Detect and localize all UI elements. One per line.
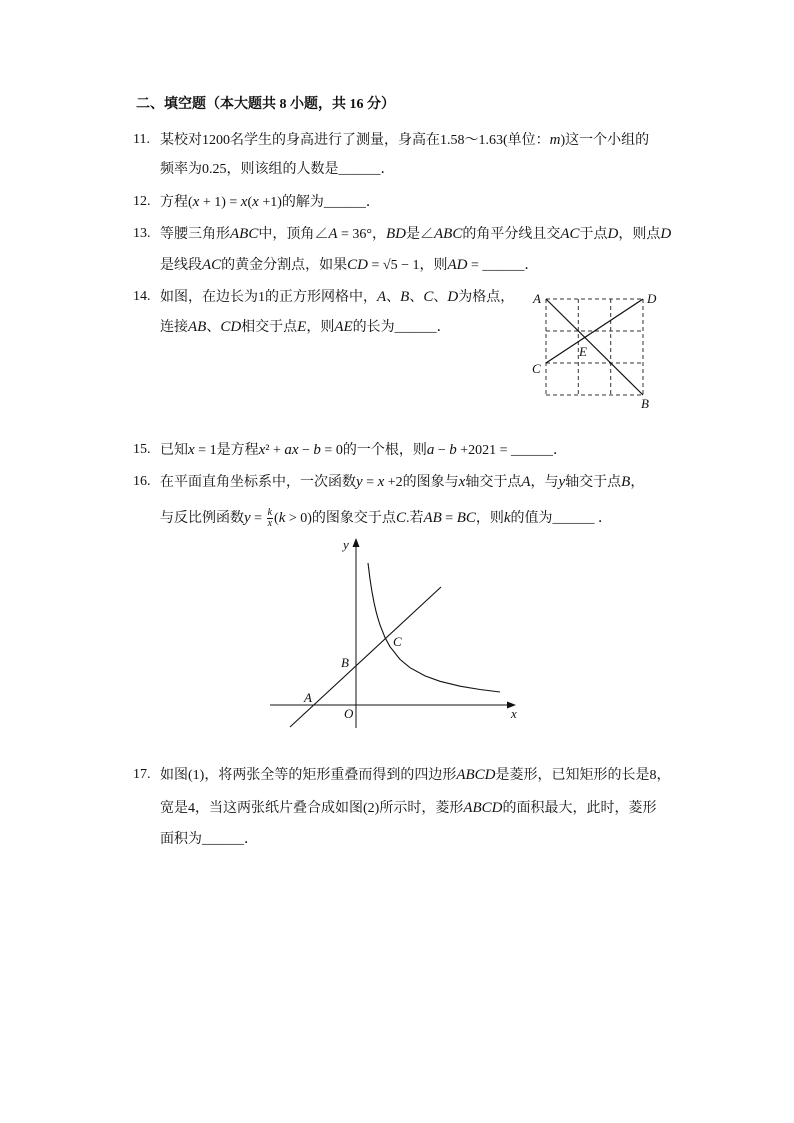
math-variable: y (244, 510, 251, 526)
text-run: = (362, 475, 378, 490)
text-run: +1)的解为______． (258, 195, 380, 210)
math-variable: D (447, 289, 459, 305)
point-label-a: A (533, 291, 541, 306)
math-variable: AC (560, 226, 580, 242)
text-run: 已知 (160, 443, 188, 458)
coordinate-graph (260, 530, 530, 735)
text-run: 的面积最大，此时，菱形 (502, 801, 657, 816)
text-run: = (250, 511, 266, 526)
text-run: 是菱形，已知矩形的长是8， (495, 768, 671, 783)
math-variable: a (426, 442, 435, 458)
math-variable: ABCD (463, 800, 503, 816)
math-variable: A (377, 289, 387, 305)
math-variable: b (313, 442, 321, 458)
math-variable: BD (386, 226, 407, 242)
math-variable: x (458, 474, 466, 490)
point-label-e: E (579, 344, 587, 359)
math-variable: x (192, 194, 200, 210)
question-number: 15. (133, 442, 151, 457)
text-run: 中，顶角∠ (258, 227, 329, 242)
text-run: 如图(1)，将两张全等的矩形重叠而得到的四边形 (160, 768, 457, 783)
text-run: 面积为______． (160, 832, 258, 847)
text-run: 、 (409, 290, 424, 305)
question-14-line-1 (160, 287, 514, 307)
question-11-line-2 (160, 160, 395, 180)
text-run: 在平面直角坐标系中，一次函数 (160, 475, 356, 490)
text-run: ，则 (475, 511, 504, 526)
math-variable: x (188, 442, 195, 458)
math-variable: D (660, 226, 672, 242)
question-15-line-1 (160, 440, 567, 460)
question-number: 12. (133, 194, 151, 209)
text-run: 与反比例函数 (160, 511, 244, 526)
point-label-b: B (641, 396, 649, 411)
question-17-line-3 (160, 830, 258, 850)
text-run: 是∠ (406, 227, 435, 242)
question-number: 14. (133, 289, 151, 304)
math-variable: x (377, 474, 385, 490)
text-run: 某校对1200名学生的身高进行了测量，身高在1.58～1.63(单位： (160, 133, 550, 148)
fraction-numerator: k (267, 507, 273, 519)
text-run: 、 (386, 290, 401, 305)
question-number: 11. (133, 132, 150, 147)
math-variable: E (297, 319, 307, 335)
text-run: − (298, 443, 314, 458)
math-variable: D (607, 226, 619, 242)
math-variable: x (258, 442, 266, 458)
math-variable: C (395, 510, 406, 526)
text-run: ，则点 (618, 227, 661, 242)
text-run: + 1) = (199, 195, 241, 210)
text-run: = ______． (467, 258, 539, 273)
text-run: 宽是4，当这两张纸片叠合成如图(2)所示时，菱形 (160, 801, 464, 816)
math-variable: B (400, 289, 410, 305)
text-run: 相交于点 (241, 320, 298, 335)
point-label-d: D (647, 291, 657, 306)
point-label-c: C (532, 361, 541, 376)
question-16-line-1 (160, 472, 644, 492)
text-run: ( (247, 195, 253, 210)
question-11-line-1 (160, 130, 649, 150)
axis-label-y: y (343, 537, 349, 552)
text-run: 如图，在边长为1的正方形网格中， (160, 290, 377, 305)
math-variable: BC (456, 510, 476, 526)
math-variable: A (521, 474, 531, 490)
text-run: ，与 (530, 475, 559, 490)
text-run: ，则 (306, 320, 335, 335)
y-axis-arrow-icon (353, 538, 360, 547)
math-variable: ABCD (456, 767, 496, 783)
text-run: 、 (206, 320, 221, 335)
axis-label-x: x (511, 706, 517, 721)
point-label-a: A (304, 690, 312, 705)
math-variable: k (503, 510, 511, 526)
point-label-c: C (393, 634, 402, 649)
math-variable: y (356, 474, 363, 490)
math-variable: y (558, 474, 566, 490)
text-run: − (434, 443, 450, 458)
text-run: 连接 (160, 320, 188, 335)
math-variable: k (278, 510, 286, 526)
text-run: = √5 − 1，则 (368, 258, 448, 273)
section-header: 二、填空题（本大题共 8 小题，共 16 分） (136, 97, 395, 112)
text-run: 轴交于点 (465, 475, 522, 490)
text-run: 的长为______． (352, 320, 451, 335)
math-variable: CD (347, 257, 369, 273)
text-run: )这一个小组的 (560, 133, 650, 148)
text-run: 的值为______ ． (510, 511, 613, 526)
text-run: +2021 = ______． (456, 443, 568, 458)
grid-figure (530, 285, 660, 410)
text-run: 等腰三角形 (160, 227, 230, 242)
math-variable: AB (423, 510, 442, 526)
text-run: 频率为0.25，则该组的人数是______． (160, 162, 395, 177)
math-variable: C (423, 289, 434, 305)
question-16-line-2 (160, 508, 612, 528)
fraction-denominator: x (267, 518, 273, 530)
math-variable: ABC (230, 226, 259, 242)
math-variable: AE (334, 319, 353, 335)
text-run: 于点 (579, 227, 608, 242)
question-17-line-1 (160, 765, 671, 785)
text-run: = 36°， (337, 227, 387, 242)
text-run: ² + (265, 443, 285, 458)
fraction (267, 508, 273, 529)
segment-ab (546, 299, 643, 395)
text-run: = 1是方程 (194, 443, 259, 458)
math-variable: CD (220, 319, 242, 335)
math-variable: x (240, 194, 248, 210)
text-run: ， (630, 475, 645, 490)
text-run: 的黄金分割点，如果 (221, 258, 348, 273)
text-run: 轴交于点 (565, 475, 622, 490)
text-run: = 0的一个根，则 (320, 443, 427, 458)
math-variable: x (252, 194, 259, 210)
text-run: .若 (405, 511, 424, 526)
text-run: > 0)的图象交于点 (285, 511, 396, 526)
question-number: 13. (133, 226, 151, 241)
text-run: +2的图象与 (384, 475, 459, 490)
question-number: 16. (133, 474, 151, 489)
origin-label: O (344, 706, 354, 721)
math-variable: B (621, 474, 631, 490)
point-label-b: B (341, 655, 349, 670)
math-variable: A (328, 226, 338, 242)
math-variable: ABC (434, 226, 463, 242)
question-17-line-2 (160, 798, 657, 818)
hyperbola-curve (368, 563, 500, 692)
math-variable: AD (447, 257, 468, 273)
text-run: 、 (433, 290, 448, 305)
math-variable: ax (284, 442, 299, 458)
math-variable: b (449, 442, 457, 458)
math-variable: m (549, 132, 561, 148)
text-run: = (441, 511, 457, 526)
text-run: 方程( (160, 195, 193, 210)
math-variable: AC (202, 257, 222, 273)
text-run: 为格点， (458, 290, 515, 305)
text-run: 是线段 (160, 258, 202, 273)
question-12-line-1 (160, 192, 380, 212)
linear-function-line (290, 587, 441, 727)
question-14-line-2 (160, 317, 451, 337)
question-number: 17. (133, 767, 151, 782)
text-run: ( (274, 511, 279, 526)
question-13-line-1 (160, 224, 671, 244)
text-run: 的角平分线且交 (462, 227, 561, 242)
math-variable: AB (188, 319, 207, 335)
question-13-line-2 (160, 255, 538, 275)
